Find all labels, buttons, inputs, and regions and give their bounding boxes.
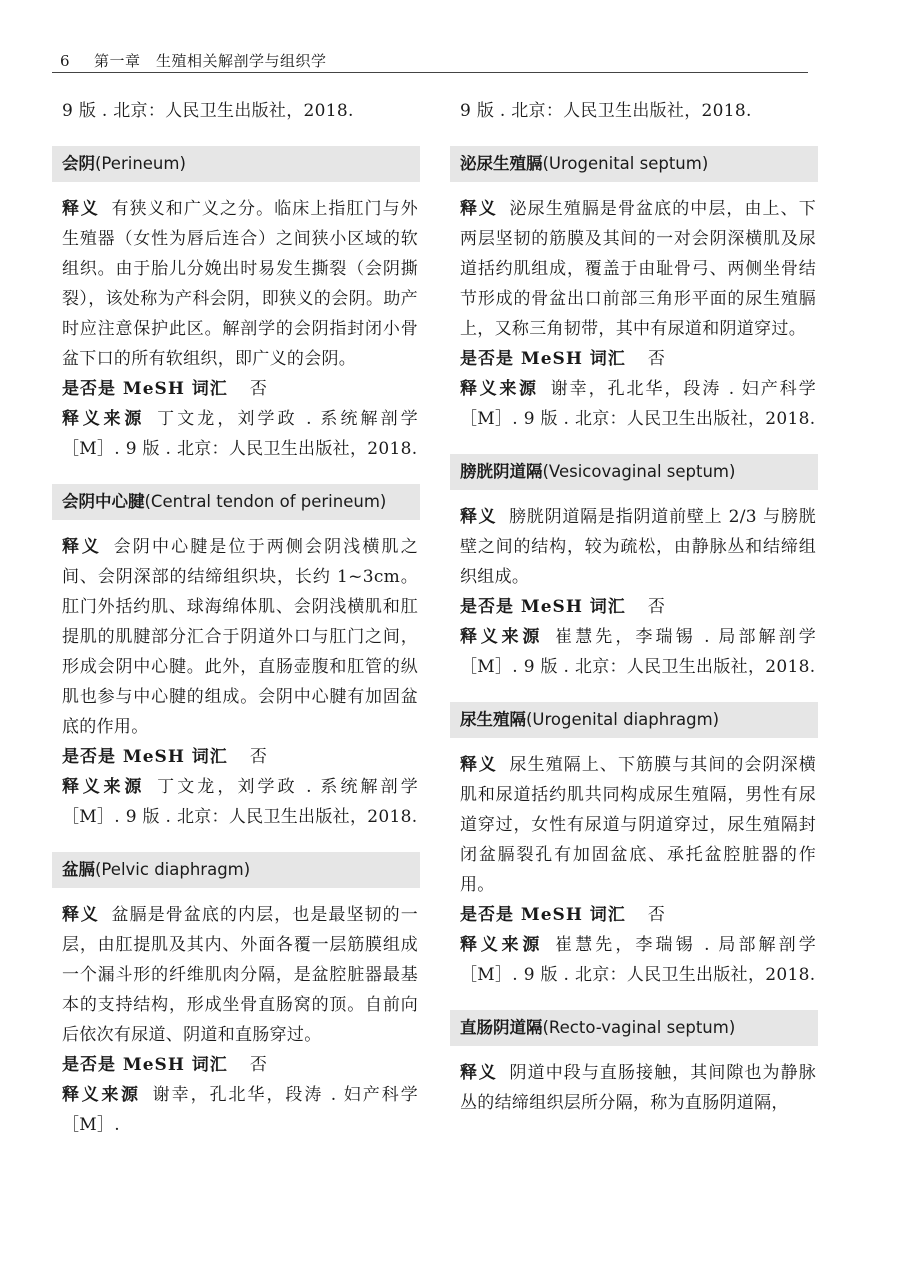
definition [450, 750, 818, 900]
definition-label: 释义 [460, 1063, 498, 1083]
glossary-entry [450, 1010, 818, 1118]
definition-label: 释义 [62, 905, 100, 925]
mesh-value: 否 [647, 597, 666, 617]
mesh-value: 否 [249, 379, 268, 399]
source-label: 释义来源 [62, 409, 146, 429]
definition-text: 泌尿生殖膈是骨盆底的中层，由上、下两层坚韧的筋膜及其间的一对会阴深横肌及尿道括约肌组成，覆盖于由耻骨弓、两侧坐骨结节形成的骨盆出口前部三角形平面的尿生殖膈上，又称三角韧带，其中有尿道和阴道穿过。 [460, 199, 816, 339]
term-chinese: 会阴 [62, 154, 95, 173]
source-text: 崔慧先，李瑞锡 . 局部解剖学［M］. 9 版 . 北京：人民卫生出版社，2018. [460, 627, 816, 677]
source-label: 释义来源 [62, 777, 146, 797]
term-heading [52, 146, 420, 182]
mesh-value: 否 [647, 905, 666, 925]
source-text: 谢幸，孔北华，段涛 . 妇产科学［M］. [62, 1085, 419, 1135]
term-chinese: 盆膈 [62, 860, 95, 879]
source-text: 谢幸，孔北华，段涛 . 妇产科学［M］. 9 版 . 北京：人民卫生出版社，2018. [460, 379, 817, 429]
definition-text: 阴道中段与直肠接触，其间隙也为静脉丛的结缔组织层所分隔，称为直肠阴道隔， [460, 1063, 816, 1113]
definition [450, 502, 818, 592]
definition-label: 释义 [460, 755, 498, 775]
term-heading [450, 454, 818, 490]
running-header [52, 50, 808, 73]
source-text: 丁文龙，刘学政 . 系统解剖学［M］. 9 版 . 北京：人民卫生出版社，2018. [62, 409, 418, 459]
source-label: 释义来源 [460, 627, 544, 647]
definition-text: 膀胱阴道隔是指阴道前壁上 2/3 与膀胱壁之间的结构，较为疏松，由静脉丛和结缔组织组成。 [460, 507, 816, 587]
definition-label: 释义 [460, 199, 498, 219]
definition [52, 900, 420, 1050]
definition-label: 释义 [62, 537, 102, 557]
definition [52, 194, 420, 374]
term-english: (Vesicovaginal septum) [542, 462, 736, 481]
mesh-label: 是否是 MeSH 词汇 [62, 379, 228, 399]
term-chinese: 泌尿生殖膈 [460, 154, 543, 173]
definition-text: 盆膈是骨盆底的内层，也是最坚韧的一层，由肛提肌及其内、外面各覆一层筋膜组成一个漏斗形的纤维肌肉分隔，是盆腔脏器最基本的支持结构，形成坐骨直肠窝的顶。自前向后依次有尿道、阴道和直肠穿过。 [62, 905, 418, 1045]
term-english: (Recto-vaginal septum) [542, 1018, 736, 1037]
source-line [52, 772, 420, 832]
glossary-entry [52, 852, 420, 1140]
glossary-entry [52, 146, 420, 464]
term-heading [450, 146, 818, 182]
mesh-line [52, 742, 420, 772]
term-english: (Pelvic diaphragm) [95, 860, 251, 879]
mesh-label: 是否是 MeSH 词汇 [460, 905, 626, 925]
definition-text: 会阴中心腱是位于两侧会阴浅横肌之间、会阴深部的结缔组织块，长约 1~3cm。肛门外括约肌、球海绵体肌、会阴浅横肌和肛提肌的肌腱部分汇合于阴道外口与肛门之间，形成会阴中心腱。此外，直肠壶腹和肛管的纵肌也参与中心腱的组成。会阴中心腱有加固盆底的作用。 [62, 537, 418, 737]
mesh-label: 是否是 MeSH 词汇 [62, 747, 228, 767]
source-label: 释义来源 [460, 379, 539, 399]
mesh-value: 否 [249, 747, 268, 767]
mesh-value: 否 [249, 1055, 268, 1075]
source-line [52, 404, 420, 464]
term-chinese: 直肠阴道隔 [460, 1018, 543, 1037]
right-column [450, 96, 818, 1118]
source-line [450, 622, 818, 682]
term-english: (Central tendon of perineum) [144, 492, 387, 511]
mesh-line [52, 374, 420, 404]
definition [450, 194, 818, 344]
definition-label: 释义 [460, 507, 497, 527]
source-text: 崔慧先，李瑞锡 . 局部解剖学［M］. 9 版 . 北京：人民卫生出版社，2018. [460, 935, 816, 985]
glossary-entry [52, 484, 420, 832]
mesh-label: 是否是 MeSH 词汇 [460, 349, 626, 369]
source-label: 释义来源 [460, 935, 544, 955]
definition-text: 尿生殖隔上、下筋膜与其间的会阴深横肌和尿道括约肌共同构成尿生殖隔，男性有尿道穿过，女性有尿道与阴道穿过，尿生殖隔封闭盆膈裂孔有加固盆底、承托盆腔脏器的作用。 [460, 755, 816, 895]
continuation-text: 9 版 . 北京：人民卫生出版社，2018. [460, 101, 752, 121]
term-heading [52, 852, 420, 888]
definition-text: 有狭义和广义之分。临床上指肛门与外生殖器（女性为唇后连合）之间狭小区域的软组织。由于胎儿分娩出时易发生撕裂（会阴撕裂），该处称为产科会阴，即狭义的会阴。助产时应注意保护此区。解剖学的会阴指封闭小骨盆下口的所有软组织，即广义的会阴。 [62, 199, 418, 369]
term-chinese: 膀胱阴道隔 [460, 462, 543, 481]
continuation-text: 9 版 . 北京：人民卫生出版社，2018. [62, 101, 354, 121]
definition [52, 532, 420, 742]
term-english: (Urogenital septum) [542, 154, 709, 173]
term-heading [450, 1010, 818, 1046]
mesh-label: 是否是 MeSH 词汇 [62, 1055, 228, 1075]
term-english: (Perineum) [95, 154, 186, 173]
mesh-line [52, 1050, 420, 1080]
source-text: 丁文龙，刘学政 . 系统解剖学［M］. 9 版 . 北京：人民卫生出版社，2018. [62, 777, 418, 827]
mesh-label: 是否是 MeSH 词汇 [460, 597, 626, 617]
page-number: 6 [60, 52, 70, 70]
mesh-line [450, 592, 818, 622]
source-line [450, 930, 818, 990]
glossary-entry [450, 146, 818, 434]
glossary-entry [450, 454, 818, 682]
term-english: (Urogenital diaphragm) [526, 710, 720, 729]
term-chinese: 尿生殖隔 [460, 710, 526, 729]
mesh-line [450, 344, 818, 374]
source-label: 释义来源 [62, 1085, 141, 1105]
mesh-value: 否 [647, 349, 666, 369]
term-heading [52, 484, 420, 520]
left-column [52, 96, 420, 1140]
definition-label: 释义 [62, 199, 100, 219]
chapter-title: 第一章 生殖相关解剖学与组织学 [94, 52, 327, 70]
definition [450, 1058, 818, 1118]
source-line [52, 1080, 420, 1140]
term-heading [450, 702, 818, 738]
glossary-entry [450, 702, 818, 990]
source-line [450, 374, 818, 434]
term-chinese: 会阴中心腱 [62, 492, 145, 511]
mesh-line [450, 900, 818, 930]
